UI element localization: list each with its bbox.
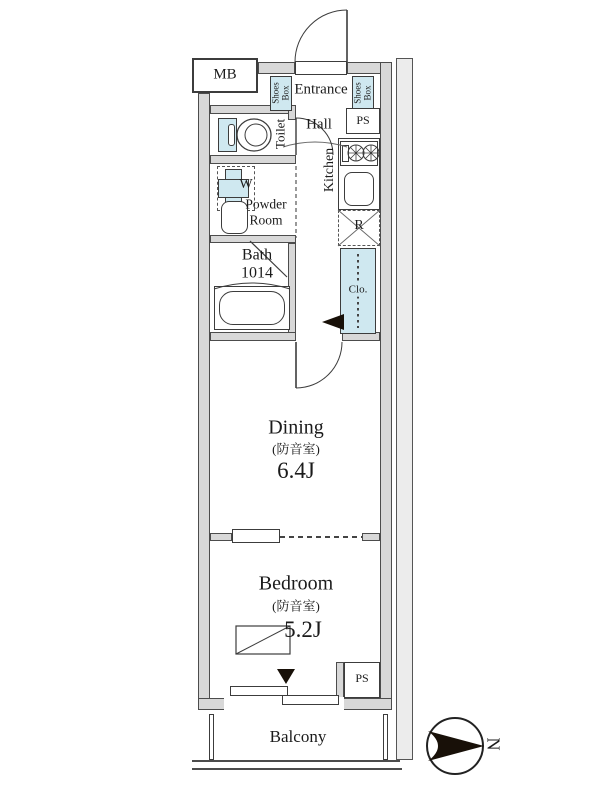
bedroom-note-label: (防音室)	[272, 598, 320, 614]
bedroom-size-label: 5.2J	[284, 616, 322, 642]
refrigerator-label: R	[354, 217, 364, 233]
bathtub-edge-line	[214, 283, 290, 289]
burner-grate-icon	[348, 145, 364, 161]
compass-north-label: N	[483, 737, 504, 751]
bedroom-label: Bedroom	[258, 572, 334, 595]
kitchen-label: Kitchen	[321, 147, 337, 193]
dining-door-arc	[296, 342, 342, 388]
powder-room-label: Powder Room	[245, 196, 287, 227]
mb-label: MB	[213, 66, 237, 83]
closet-door-marker	[322, 314, 344, 330]
shoes-box-right-label: Shoes Box	[352, 82, 373, 104]
hall-label: Hall	[306, 116, 332, 133]
entrance-label: Entrance	[294, 81, 348, 98]
dining-note-label: (防音室)	[272, 441, 320, 457]
ps-top-label: PS	[356, 113, 370, 128]
balcony-label: Balcony	[269, 727, 327, 747]
entrance-step-line	[283, 142, 347, 147]
dining-size-label: 6.4J	[277, 457, 315, 483]
dining-label: Dining	[268, 416, 324, 439]
shoes-box-left-label: Shoes Box	[270, 82, 291, 104]
toilet-label: Toilet	[272, 118, 288, 150]
bath-label: Bath 1014	[241, 246, 273, 282]
ps-bottom-label: PS	[355, 671, 369, 686]
washer-label: W	[239, 176, 253, 192]
window-direction-marker	[277, 669, 295, 684]
closet-label: Clo.	[348, 283, 368, 296]
burner-grate-icon-2	[363, 145, 379, 161]
entrance-door-arc	[295, 10, 347, 62]
